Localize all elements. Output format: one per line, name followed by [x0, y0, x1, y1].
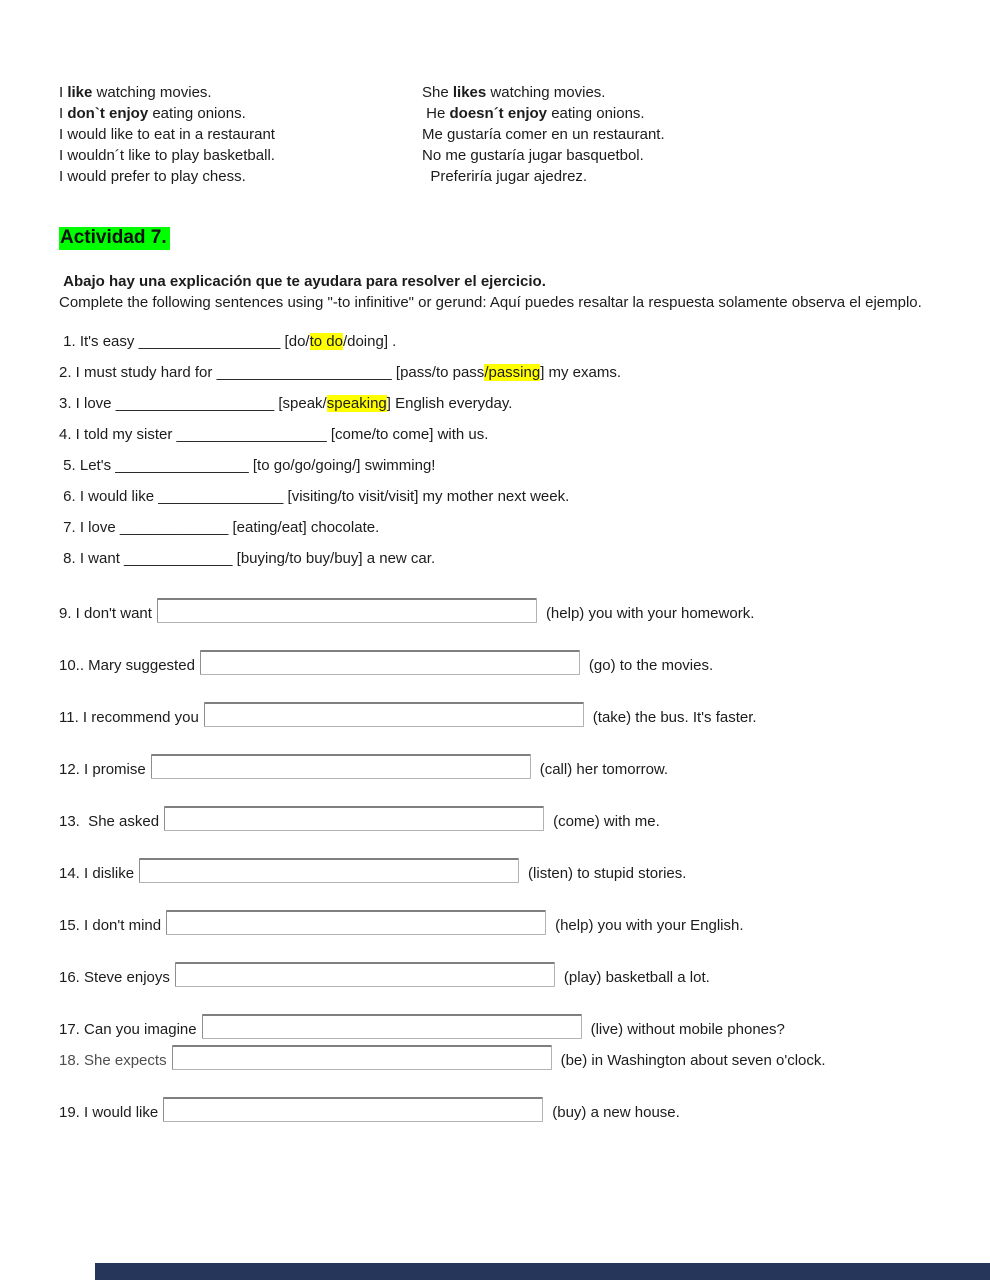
- form-row-label: 10.. Mary suggested: [59, 657, 195, 674]
- text-run: No me gustaría jugar basquetbol.: [422, 147, 644, 164]
- form-row-label: 9. I don't want: [59, 605, 152, 622]
- text-run: eating onions.: [148, 105, 246, 122]
- form-items-section: [59, 598, 940, 1122]
- examples-section: [59, 82, 940, 187]
- answer-input-11[interactable]: [204, 702, 584, 727]
- form-row-tail: (come) with me.: [553, 813, 660, 830]
- text-run: eating onions.: [547, 105, 645, 122]
- answer-input-18[interactable]: [172, 1045, 552, 1070]
- answer-input-15[interactable]: [166, 910, 546, 935]
- activity-heading: [59, 227, 940, 250]
- bold-verb: likes: [452, 84, 487, 101]
- fill-item-3: [59, 395, 940, 413]
- answer-input-12[interactable]: [151, 754, 531, 779]
- form-row-label: 15. I don't mind: [59, 917, 162, 934]
- form-row-tail: (take) the bus. It's faster.: [592, 709, 757, 726]
- form-row-label: 14. I dislike: [59, 865, 135, 882]
- form-row-tail: (live) without mobile phones?: [590, 1021, 785, 1038]
- fill-item-1: [59, 333, 940, 351]
- text-run: 1. It's easy _________________ [do/: [59, 333, 310, 350]
- instructions-section: [59, 271, 939, 313]
- form-row-13: [59, 806, 940, 831]
- example-line: [59, 103, 422, 124]
- form-row-16: [59, 962, 940, 987]
- form-row-12: [59, 754, 940, 779]
- form-row-tail: (listen) to stupid stories.: [528, 865, 687, 882]
- text-run: I would prefer to play chess.: [59, 168, 246, 185]
- text-run: /doing] .: [342, 333, 397, 350]
- text-run: Me gustaría comer en un restaurant.: [422, 126, 665, 143]
- form-row-11: [59, 702, 940, 727]
- fill-item-8: [59, 550, 940, 568]
- highlighted-answer: /passing: [484, 364, 541, 381]
- example-line: [422, 124, 665, 145]
- answer-input-19[interactable]: [163, 1097, 543, 1122]
- text-run: 3. I love ___________________ [speak/: [59, 395, 327, 412]
- fill-item-6: [59, 488, 940, 506]
- form-row-10: [59, 650, 940, 675]
- text-run: watching movies.: [486, 84, 606, 101]
- example-line: [59, 82, 422, 103]
- form-row-label: 11. I recommend you: [59, 709, 199, 726]
- example-line: [422, 82, 665, 103]
- form-row-15: [59, 910, 940, 935]
- form-row-label: 17. Can you imagine: [59, 1021, 197, 1038]
- answer-input-16[interactable]: [175, 962, 555, 987]
- text-run: ] English everyday.: [386, 395, 513, 412]
- fill-item-4: [59, 426, 940, 444]
- instructions-heading: Abajo hay una explicación que te ayudara para resolver el ejercicio.: [59, 273, 546, 290]
- form-row-tail: (call) her tomorrow.: [539, 761, 669, 778]
- answer-input-14[interactable]: [139, 858, 519, 883]
- example-line: [422, 166, 665, 187]
- text-run: 7. I love _____________ [eating/eat] chocolate.: [59, 519, 380, 536]
- form-row-label: 18. She expects: [59, 1052, 167, 1069]
- form-row-9: [59, 598, 940, 623]
- example-line: [59, 124, 422, 145]
- form-row-tail: (help) you with your homework.: [545, 605, 755, 622]
- fill-item-5: [59, 457, 940, 475]
- page-break-bar: [95, 1263, 990, 1280]
- form-row-tail: (be) in Washington about seven o'clock.: [560, 1052, 826, 1069]
- bold-verb: don`t enjoy: [67, 105, 149, 122]
- answer-input-17[interactable]: [202, 1014, 582, 1039]
- form-row-18: [59, 1045, 940, 1070]
- example-line: [422, 103, 665, 124]
- example-line: [59, 166, 422, 187]
- text-run: ] my exams.: [540, 364, 622, 381]
- example-line: [422, 145, 665, 166]
- text-run: I: [59, 84, 68, 101]
- fill-items-section: [59, 333, 940, 568]
- form-row-label: 16. Steve enjoys: [59, 969, 170, 986]
- text-run: I wouldn´t like to play basketball.: [59, 147, 275, 164]
- form-row-label: 19. I would like: [59, 1104, 159, 1121]
- highlighted-answer: speaking: [326, 395, 387, 412]
- answer-input-9[interactable]: [157, 598, 537, 623]
- examples-left-column: [59, 82, 422, 187]
- text-run: She: [422, 84, 453, 101]
- highlighted-answer: to do: [309, 333, 343, 350]
- bold-verb: like: [67, 84, 93, 101]
- form-row-tail: (go) to the movies.: [588, 657, 714, 674]
- text-run: 6. I would like _______________ [visiting/to visit/visit] my mother next week.: [59, 488, 570, 505]
- text-run: watching movies.: [92, 84, 212, 101]
- activity-title-highlight: Actividad 7.: [59, 227, 170, 250]
- example-line: [59, 145, 422, 166]
- answer-input-13[interactable]: [164, 806, 544, 831]
- examples-right-column: [422, 82, 665, 187]
- text-run: I: [59, 105, 68, 122]
- form-row-tail: (buy) a new house.: [552, 1104, 680, 1121]
- form-row-label: 12. I promise: [59, 761, 146, 778]
- fill-item-7: [59, 519, 940, 537]
- answer-input-10[interactable]: [200, 650, 580, 675]
- text-run: Preferiría jugar ajedrez.: [422, 168, 588, 185]
- text-run: 2. I must study hard for _____________________ [pass/to pass: [59, 364, 485, 381]
- bold-verb: doesn´t enjoy: [449, 105, 548, 122]
- text-run: 5. Let's ________________ [to go/go/going/] swimming!: [59, 457, 436, 474]
- text-run: 8. I want _____________ [buying/to buy/buy] a new car.: [59, 550, 436, 567]
- instructions-body: Complete the following sentences using "-to infinitive" or gerund: Aquí puedes resaltar la respuesta solamente observa el ejemplo.: [59, 294, 922, 311]
- fill-item-2: [59, 364, 940, 382]
- form-row-tail: (play) basketball a lot.: [563, 969, 710, 986]
- form-row-tail: (help) you with your English.: [555, 917, 744, 934]
- text-run: He: [422, 105, 450, 122]
- form-row-14: [59, 858, 940, 883]
- form-row-label: 13. She asked: [59, 813, 160, 830]
- text-run: I would like to eat in a restaurant: [59, 126, 275, 143]
- form-row-17: [59, 1014, 940, 1039]
- form-row-19: [59, 1097, 940, 1122]
- text-run: 4. I told my sister __________________ [come/to come] with us.: [59, 426, 489, 443]
